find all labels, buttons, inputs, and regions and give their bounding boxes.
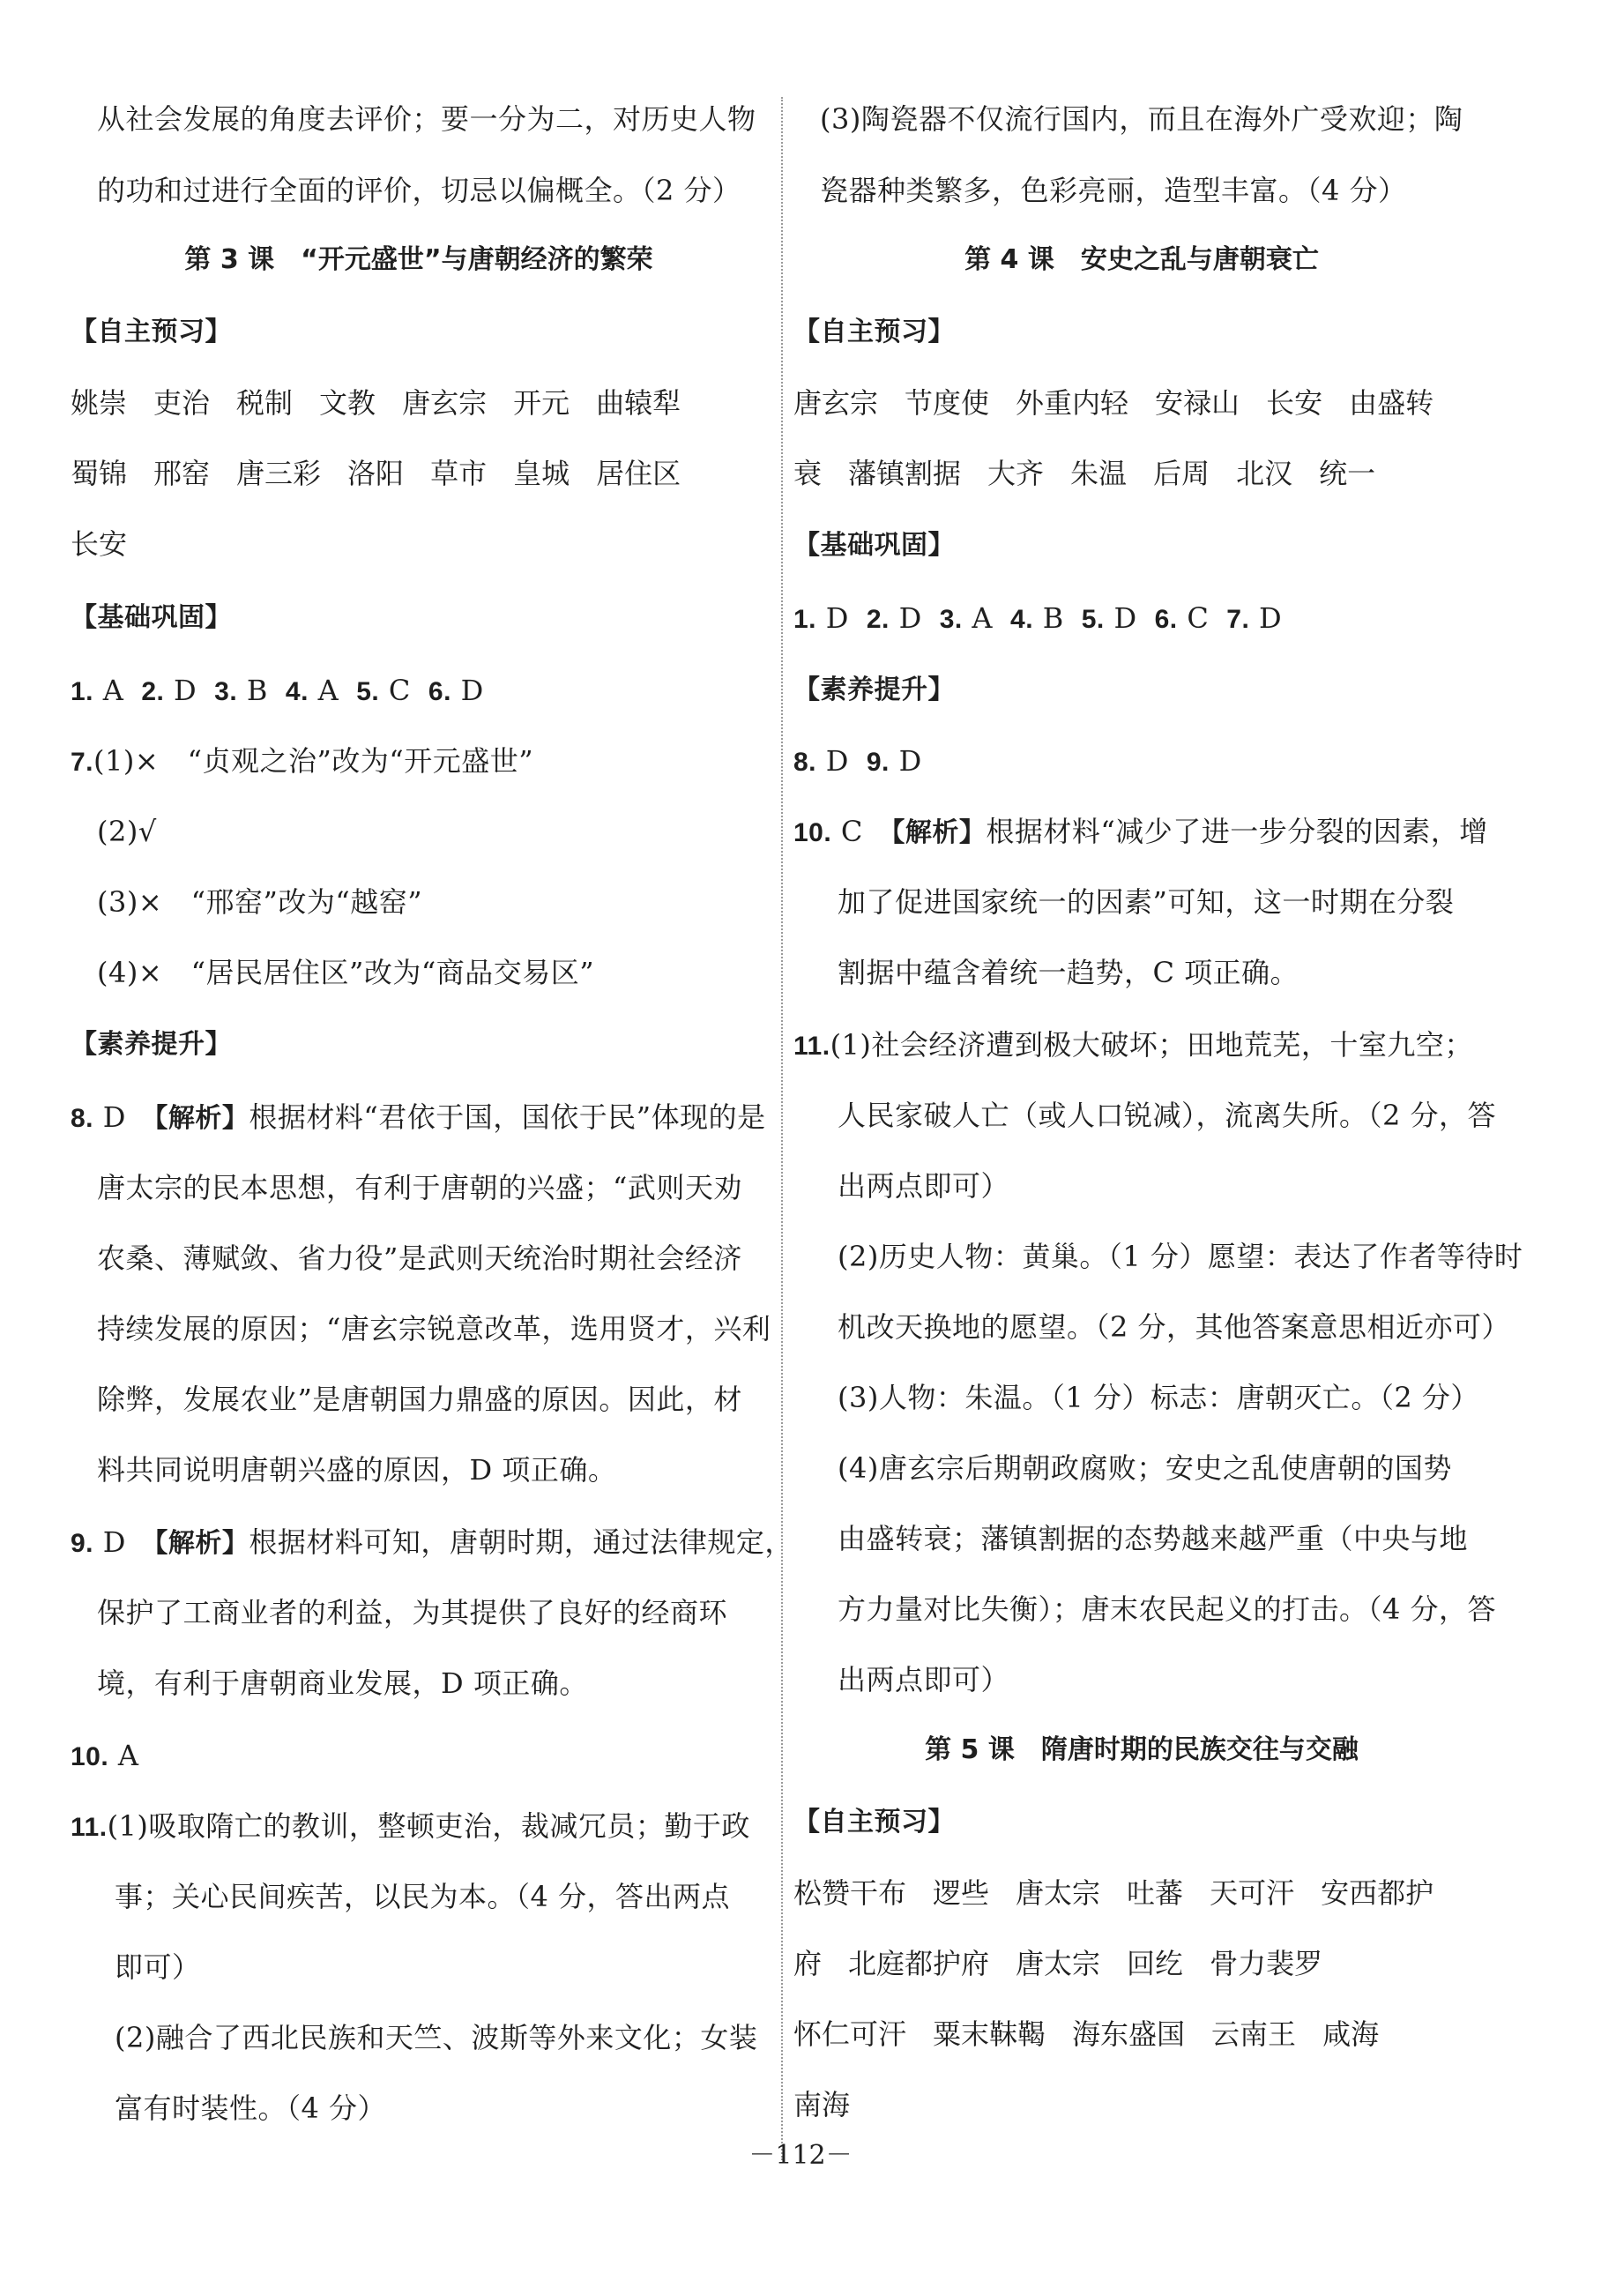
keyword: 唐玄宗 xyxy=(402,386,488,420)
q11-line-7: (4)唐玄宗后期朝政腐败；安史之乱使唐朝的国势 xyxy=(838,1451,1452,1485)
page-number: －112－ xyxy=(748,2140,853,2171)
section-advance: 【素养提升】 xyxy=(71,1029,232,1060)
q7-line-3: (3)× “邢窑”改为“越窑” xyxy=(97,885,423,919)
answer: D xyxy=(174,674,197,707)
section-preview: 【自主预习】 xyxy=(793,317,955,347)
q10-line-3: 割据中蕴含着统一趋势，C 项正确。 xyxy=(838,956,1299,989)
lesson5-row-4 xyxy=(793,2081,876,2128)
column-divider xyxy=(781,97,783,2160)
section-basic: 【基础巩固】 xyxy=(793,530,955,561)
keyword: 安禄山 xyxy=(1155,386,1240,420)
section-preview: 【自主预习】 xyxy=(71,317,232,347)
q11-line-10: 出两点即可） xyxy=(838,1663,1010,1696)
keyword: 大齐 xyxy=(987,457,1045,490)
lesson-5-title: 第 5 课 隋唐时期的民族交往与交融 xyxy=(925,1734,1359,1765)
q8-text: 根据材料“君依于国，国依于民”体现的是 xyxy=(249,1100,766,1134)
keyword: 居住区 xyxy=(596,457,681,490)
keyword: 粟末靺鞨 xyxy=(933,2017,1046,2051)
q11-line-6: (3)人物：朱温。（1 分）标志：唐朝灭亡。（2 分） xyxy=(838,1381,1479,1414)
q11-line-1 xyxy=(793,1021,1473,1069)
question-number: 2. xyxy=(866,605,890,634)
keyword: 洛阳 xyxy=(347,457,405,490)
keyword: 逻些 xyxy=(933,1876,990,1910)
preview-row-1 xyxy=(793,379,1460,427)
analysis-tag: 【解析】 xyxy=(154,1103,249,1134)
intro-line-2: 瓷器种类繁多，色彩亮丽，造型丰富。（4 分） xyxy=(820,174,1407,207)
q9-line-1 xyxy=(71,1518,793,1566)
keyword: 长安 xyxy=(71,527,128,561)
q11-text: (1)社会经济遭到极大破坏；田地荒芜，十室九空； xyxy=(830,1028,1473,1062)
preview-row-2 xyxy=(793,450,1402,497)
analysis-tag: 【解析】 xyxy=(154,1528,249,1559)
question-number: 6. xyxy=(1154,605,1178,634)
q9-line-2: 保护了工商业者的利益，为其提供了良好的经商环 xyxy=(97,1596,728,1629)
keyword: 蜀锦 xyxy=(71,457,128,490)
keyword: 海东盛国 xyxy=(1072,2017,1186,2051)
lesson5-row-1 xyxy=(793,1869,1460,1917)
question-number: 11. xyxy=(71,1813,108,1842)
left-column xyxy=(71,0,793,2169)
section-preview-2: 【自主预习】 xyxy=(793,1807,955,1838)
lesson-4-title: 第 4 课 安史之乱与唐朝衰亡 xyxy=(964,244,1319,275)
q11-line-3: 即可） xyxy=(115,1950,201,1984)
question-number: 3. xyxy=(214,677,238,706)
question-number: 7. xyxy=(71,748,94,777)
answer: A xyxy=(102,674,124,707)
lesson-3-title: 第 3 课 “开元盛世”与唐朝经济的繁荣 xyxy=(184,244,653,275)
answer: A xyxy=(117,1739,139,1772)
q11-text: (1)吸取隋亡的教训，整顿吏治，裁减冗员；勤于政 xyxy=(107,1809,750,1843)
keyword: 松赞干布 xyxy=(793,1876,907,1910)
right-column xyxy=(793,0,1523,2169)
lesson5-row-2 xyxy=(793,1940,1349,1987)
keyword: 怀仁可汗 xyxy=(793,2017,907,2051)
q9-line-3: 境，有利于唐朝商业发展，D 项正确。 xyxy=(97,1666,588,1700)
q11-line-5: 机改天换地的愿望。（2 分，其他答案意思相近亦可） xyxy=(838,1310,1511,1344)
q8-line-2: 唐太宗的民本思想，有利于唐朝的兴盛；“武则天劝 xyxy=(97,1171,742,1204)
section-advance: 【素养提升】 xyxy=(793,675,955,705)
q8-line-4: 持续发展的原因；“唐玄宗锐意改革，选用贤才，兴利 xyxy=(97,1312,771,1346)
keyword: 统一 xyxy=(1319,457,1376,490)
q11-line-3: 出两点即可） xyxy=(838,1169,1010,1203)
keyword: 云南王 xyxy=(1211,2017,1297,2051)
question-number: 4. xyxy=(285,677,309,706)
keyword: 唐太宗 xyxy=(1016,1876,1101,1910)
advance-answers xyxy=(793,737,940,785)
question-number: 11. xyxy=(793,1032,830,1061)
keyword: 后周 xyxy=(1153,457,1210,490)
answer: D xyxy=(1259,601,1283,635)
q11-line-5: 富有时装性。（4 分） xyxy=(115,2091,387,2125)
question-number: 8. xyxy=(71,1104,94,1133)
keyword: 邢窑 xyxy=(153,457,211,490)
question-number: 1. xyxy=(71,677,94,706)
question-number: 5. xyxy=(356,677,380,706)
answer: D xyxy=(1113,601,1137,635)
keyword: 回纥 xyxy=(1127,1947,1184,1980)
q7-part-1: (1)× “贞观之治”改为“开元盛世” xyxy=(93,744,534,778)
keyword: 天可汗 xyxy=(1210,1876,1295,1910)
keyword: 皇城 xyxy=(513,457,570,490)
q10-line-1 xyxy=(793,808,1488,855)
q11-line-4: (2)融合了西北民族和天竺、波斯等外来文化；女装 xyxy=(115,2021,758,2054)
keyword: 藩镇割据 xyxy=(848,457,962,490)
intro-line-2: 的功和过进行全面的评价，切忌以偏概全。（2 分） xyxy=(97,174,741,207)
answer: D xyxy=(898,744,922,778)
answer: B xyxy=(1042,601,1064,635)
q7-line-2: (2)√ xyxy=(97,815,157,848)
q8-line-1 xyxy=(71,1093,766,1141)
answer: D xyxy=(102,1525,126,1559)
keyword: 北汉 xyxy=(1236,457,1293,490)
basic-answers xyxy=(71,667,502,714)
keyword: 朱温 xyxy=(1070,457,1128,490)
keyword: 安西都护 xyxy=(1321,1876,1434,1910)
keyword: 吐蕃 xyxy=(1127,1876,1184,1910)
keyword: 北庭都护府 xyxy=(848,1947,990,1980)
answer: C xyxy=(840,815,863,848)
preview-row-3 xyxy=(71,520,153,568)
keyword: 外重内轻 xyxy=(1016,386,1129,420)
question-number: 1. xyxy=(793,605,817,634)
keyword: 吏治 xyxy=(153,386,211,420)
keyword: 开元 xyxy=(513,386,570,420)
q11-line-2: 人民家破人亡（或人口锐减），流离失所。（2 分，答 xyxy=(838,1099,1497,1132)
keyword: 长安 xyxy=(1266,386,1323,420)
keyword: 府 xyxy=(793,1947,823,1980)
keyword: 由盛转 xyxy=(1349,386,1434,420)
section-basic: 【基础巩固】 xyxy=(71,602,232,633)
q8-line-5: 除弊，发展农业”是唐朝国力鼎盛的原因。因此，材 xyxy=(97,1383,742,1416)
answer: C xyxy=(1187,601,1210,635)
question-number: 8. xyxy=(793,748,817,777)
question-number: 3. xyxy=(939,605,963,634)
keyword: 税制 xyxy=(236,386,294,420)
q11-line-8: 由盛转衰；藩镇割据的态势越来越严重（中央与地 xyxy=(838,1522,1469,1555)
q7-line-4: (4)× “居民居住区”改为“商品交易区” xyxy=(97,956,595,989)
answer: D xyxy=(460,674,484,707)
answer: C xyxy=(388,674,411,707)
q10-text: 根据材料“减少了进一步分裂的因素，增 xyxy=(986,815,1488,848)
keyword: 骨力裴罗 xyxy=(1210,1947,1323,1980)
q11-line-1 xyxy=(71,1802,750,1850)
keyword: 唐玄宗 xyxy=(793,386,879,420)
preview-row-2 xyxy=(71,450,707,497)
intro-line-1: (3)陶瓷器不仅流行国内，而且在海外广受欢迎；陶 xyxy=(820,102,1463,136)
q10-line-2: 加了促进国家统一的因素”可知，这一时期在分裂 xyxy=(838,885,1455,919)
question-number: 10. xyxy=(793,818,832,847)
q8-line-6: 料共同说明唐朝兴盛的原因，D 项正确。 xyxy=(97,1453,617,1487)
intro-line-1: 从社会发展的角度去评价；要一分为二，对历史人物 xyxy=(97,102,756,136)
keyword: 咸海 xyxy=(1322,2017,1380,2051)
answer: A xyxy=(972,601,994,635)
answer: A xyxy=(317,674,339,707)
q11-line-2: 事；关心民间疾苦，以民为本。（4 分，答出两点 xyxy=(115,1880,731,1913)
answer: B xyxy=(246,674,268,707)
keyword: 文教 xyxy=(319,386,376,420)
answer: D xyxy=(102,1100,126,1134)
keyword: 草市 xyxy=(430,457,488,490)
q11-line-4: (2)历史人物：黄巢。（1 分）愿望：表达了作者等待时 xyxy=(838,1240,1523,1273)
keyword: 姚崇 xyxy=(71,386,128,420)
answer: D xyxy=(898,601,922,635)
q7-line-1 xyxy=(71,737,533,785)
keyword: 衰 xyxy=(793,457,823,490)
basic-answers xyxy=(793,594,1299,642)
q11-line-9: 方力量对比失衡）；唐末农民起义的打击。（4 分，答 xyxy=(838,1592,1497,1626)
answer: D xyxy=(825,601,849,635)
q8-line-3: 农桑、薄赋敛、省力役”是武则天统治时期社会经济 xyxy=(97,1241,742,1275)
preview-row-1 xyxy=(71,379,707,427)
keyword: 南海 xyxy=(793,2088,851,2121)
question-number: 10. xyxy=(71,1742,109,1771)
question-number: 5. xyxy=(1081,605,1105,634)
question-number: 2. xyxy=(141,677,165,706)
analysis-tag: 【解析】 xyxy=(891,817,987,848)
question-number: 6. xyxy=(428,677,451,706)
keyword: 曲辕犁 xyxy=(596,386,681,420)
keyword: 唐太宗 xyxy=(1016,1947,1101,1980)
answer: D xyxy=(825,744,849,778)
q9-text: 根据材料可知，唐朝时期，通过法律规定， xyxy=(249,1525,793,1559)
keyword: 唐三彩 xyxy=(236,457,322,490)
q10-line xyxy=(71,1732,139,1779)
lesson5-row-3 xyxy=(793,2010,1405,2058)
question-number: 9. xyxy=(866,748,890,777)
question-number: 7. xyxy=(1226,605,1250,634)
question-number: 4. xyxy=(1010,605,1034,634)
question-number: 9. xyxy=(71,1529,94,1558)
keyword: 节度使 xyxy=(905,386,990,420)
